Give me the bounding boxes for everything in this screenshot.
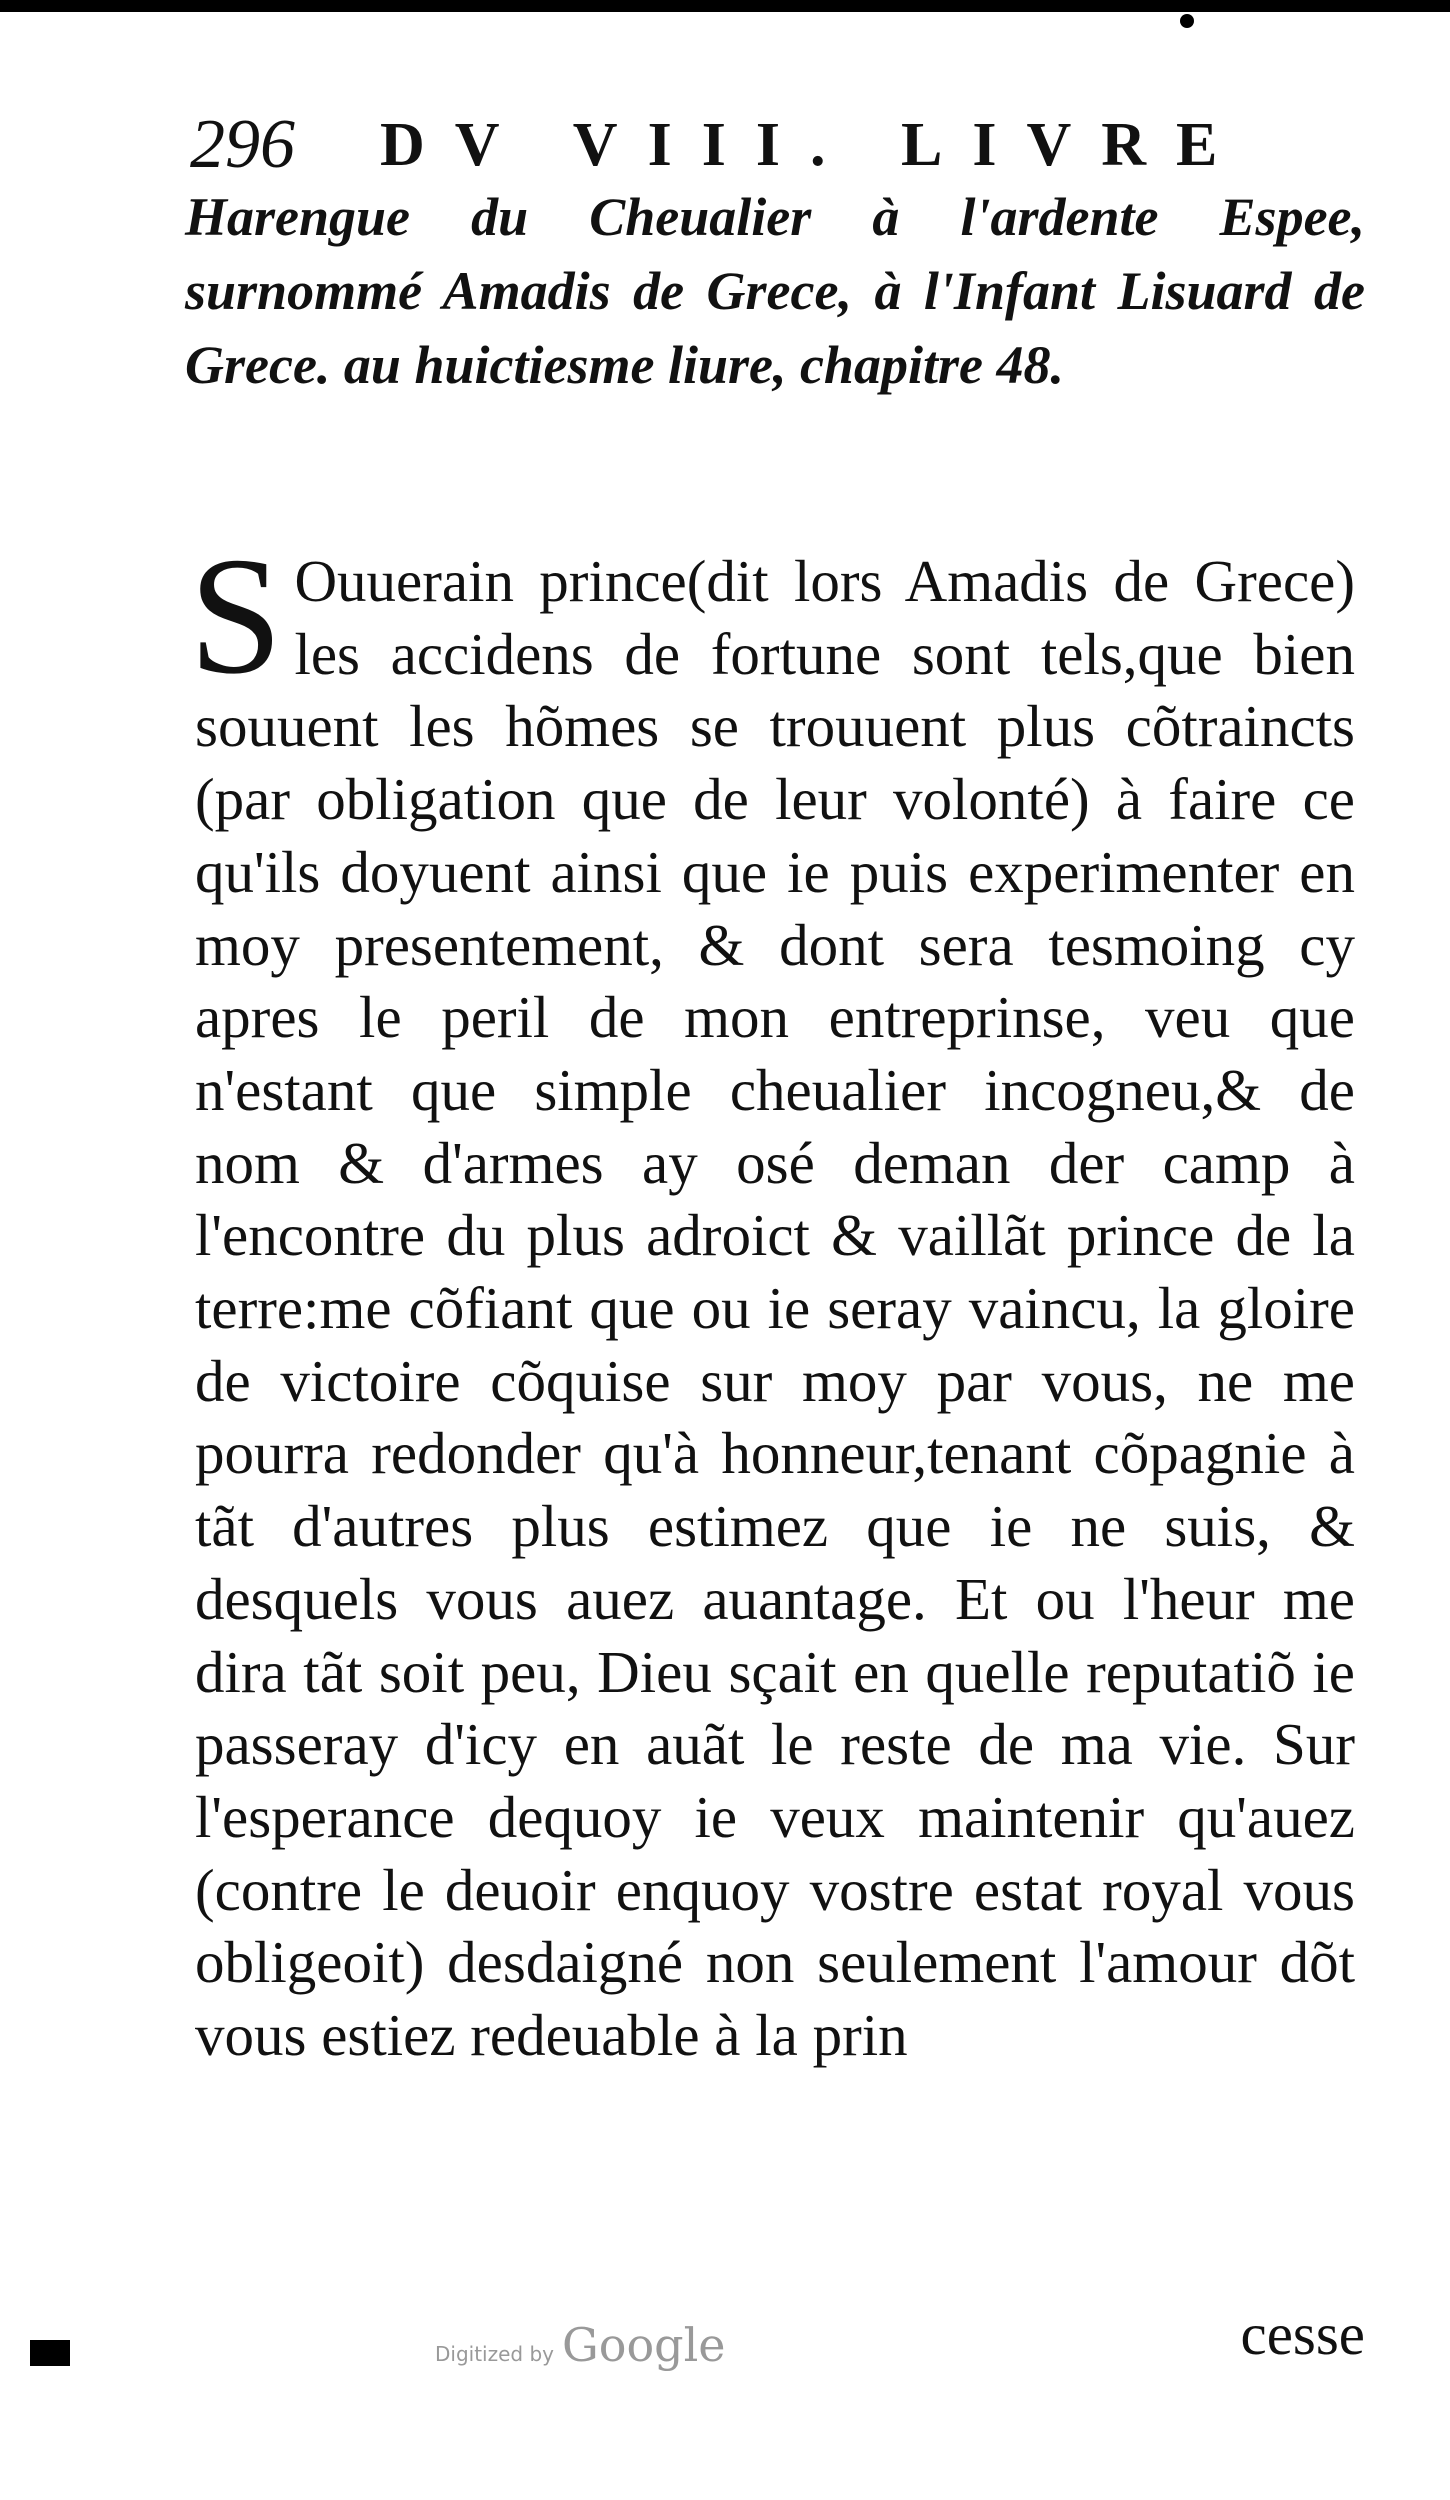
top-border-rule: [0, 0, 1450, 12]
google-logo: Google: [562, 2318, 726, 2372]
ink-dot: [1180, 14, 1194, 28]
chapter-heading: Harengue du Cheualier à l'ardente Espee, surnommé Amadis de Grece, à l'Infant Lisuard de Grece. au huictiesme liure, chapitre 48.: [185, 187, 1365, 395]
digitized-watermark: [435, 2318, 755, 2378]
page-header: [190, 100, 1350, 190]
margin-ink-mark: [30, 2340, 70, 2366]
running-head: DV VIII. LIVRE: [380, 110, 1248, 179]
watermark-prefix: Digitized by: [435, 2342, 554, 2366]
paragraph-text: Ouuerain prince(dit lors Amadis de Grece) les accidens de fortune sont tels,que bien souuent les hõmes se trouuent plus cõtraincts (par obligation que de leur volonté) à faire ce qu'ils doyuent ainsi que ie puis experimenter en moy presentement, & dont sera tesmoing cy apres le peril de mon entreprinse, veu que n'estant que simple cheualier incogneu,& de nom & d'armes ay osé deman der camp à l'encontre du plus adroict & vaillãt prince de la terre:me cõfiant que ou ie seray vaincu, la gloire de victoire cõquise sur moy par vous, ne me pourra redonder qu'à honneur,tenant cõpagnie à tãt d'autres plus estimez que ie ne suis, & desquels vous auez auantage. Et ou l'heur me dira tãt soit peu, Dieu sçait en quelle reputatiõ ie passeray d'icy en auãt le reste de ma vie. Sur l'esperance dequoy ie veux maintenir qu'auez (contre le deuoir enquoy vostre estat royal vous obligeoit) desdaigné non seulement l'amour dõt vous estiez redeuable à la prin: [195, 548, 1355, 2069]
page-number: 296: [190, 106, 295, 183]
body-paragraph: [189, 523, 1355, 2072]
drop-cap: S: [189, 523, 283, 709]
catchword: cesse: [1240, 2301, 1365, 2367]
body-text: [189, 523, 1355, 2072]
